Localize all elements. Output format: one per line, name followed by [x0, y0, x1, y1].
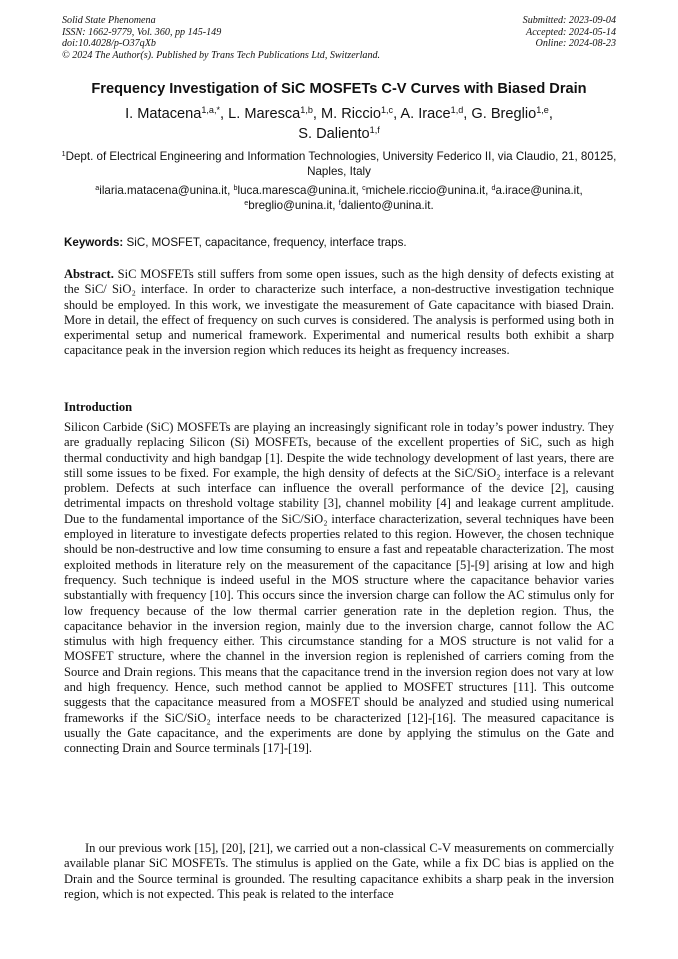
email: $^c$michele.riccio@unina.it, — [362, 183, 492, 197]
keywords-label: Keywords: — [64, 236, 124, 249]
journal-info — [62, 15, 380, 61]
publication-dates — [523, 15, 616, 50]
author-list — [40, 104, 638, 144]
issn-volume: ISSN: 1662-9779, Vol. 360, pp 145-149 — [62, 26, 222, 38]
affiliation: $^1$Dept. of Electrical Engineering and Information Technologies, University Federico II, via Claudio, 21, 80125, Naples, Italy — [61, 149, 617, 178]
journal-name: Solid State Phenomena — [62, 15, 156, 26]
abstract-label: Abstract. — [64, 267, 114, 281]
email: $^e$breglio@unina.it, — [244, 197, 339, 212]
author: A. Irace$^{1,d}$, — [400, 105, 472, 122]
keywords-text: SiC, MOSFET, capacitance, frequency, interface traps. — [126, 236, 407, 249]
doi: doi:10.4028/p-O37qXb — [62, 38, 156, 50]
accepted-date: Accepted: 2024-05-14 — [526, 26, 616, 38]
email: $^f$daliento@unina.it. — [338, 197, 434, 212]
introduction-paragraph-2: In our previous work [15], [20], [21], we carried out a non-classical C-V measurements on commercially available planar SiC MOSFETs. The stimulus is applied on the Gate, while a fix DC bias is applied on the Drain and the Source terminal is grounded. The resulting capacitance exhibits a sharp peak in the inversion region, which is not expected. This peak is related to the interface — [64, 841, 614, 901]
author: I. Matacena$^{1,a,*}$, — [125, 105, 229, 122]
paper-title: Frequency Investigation of SiC MOSFETs C-V Curves with Biased Drain — [91, 81, 587, 97]
author: G. Breglio$^{1,e}$, — [471, 105, 553, 122]
introduction-paragraph-1: Silicon Carbide (SiC) MOSFETs are playing an increasingly significant role in today’s power industry. They are gradually replacing Silicon (Si) MOSFETs, because of the excellent properties of SiC, such as high thermal conductivity and high bandgap [1]. Despite the wide technology development of last years, there are still some issues to be fixed. For example, the high density of defects at the SiC/SiO₂ interface is a relevant problem. Defects at such interface can influence the overall performance of the device [2], causing detrimental impacts on threshold voltage stability [3], channel mobility [4] and leakage current amplitude. Due to the fundamental importance of the SiC/SiO₂ interface characterization, several techniques have been employed in literature to investigate defects properties related to this region. However, the chosen technique should be non-destructive and low time consuming to ensure a fast and repeatable characterization. The most exploited methods in literature rely on the measurement of the capacitance [5]-[9] arising at low and high frequency. Such technique is indeed useful in the MOS structure where the capacitance behavior varies substantially with frequency [10]. This occurs since the inversion charge can follow the AC stimulus only for low frequency because of the low thermal carrier generation rate in the depletion region. Thus, the capacitance behavior in the inversion region, mainly due to the inversion charge, cannot follow the AC stimulus with high frequency either. This circumstance standing for a MOS structure is not valid for a MOSFET structure, where the channel in the inversion region is replenished of carriers coming from the Source and Drain regions. This means that the capacitance trend in the inversion region does not vary at low and high frequency. Hence, such method cannot be applied to MOSFET structures [11]. This outcome suggests that the capacitance measured from a MOSFET should be analyzed and studied using numerical frameworks if the SiC/SiO₂ interface needs to be characterized [12]-[16]. The measured capacitance is usually the Gate capacitance, and the experiments are done by applying the stimulus on the Gate and connecting Drain and Source terminals [17]-[19]. — [64, 420, 614, 756]
keywords — [64, 236, 407, 249]
email: $^d$a.irace@unina.it, — [491, 183, 583, 197]
abstract-text: SiC MOSFETs still suffers from some open issues, such as the high density of defects existing at the SiC/ SiO₂ interface. In order to characterize such interface, a non-destructive investigation technique should be employed. In this work, we investigate the measurement of Gate capacitance with biased Drain. More in detail, the effect of frequency on such curves is considered. The analysis is performed using both in experimental setup and numerical framework. Experimental and numerical results both exhibit a sharp capacitance peak in the inversion region which reduces its height as frequency increases. — [64, 267, 614, 358]
email: $^a$ilaria.matacena@unina.it, — [95, 183, 234, 197]
copyright: © 2024 The Author(s). Published by Trans Tech Publications Ltd, Switzerland. — [62, 49, 381, 61]
author: S. Daliento$^{1,f}$ — [298, 125, 380, 142]
email: $^b$luca.maresca@unina.it, — [233, 183, 363, 197]
submitted-date: Submitted: 2023-09-04 — [522, 15, 616, 26]
email-list — [48, 184, 630, 213]
introduction-heading: Introduction — [64, 400, 133, 414]
online-date: Online: 2024-08-23 — [535, 38, 616, 50]
author: L. Maresca$^{1,b}$, — [228, 105, 321, 122]
abstract — [64, 267, 614, 359]
author: M. Riccio$^{1,c}$, — [320, 105, 401, 122]
